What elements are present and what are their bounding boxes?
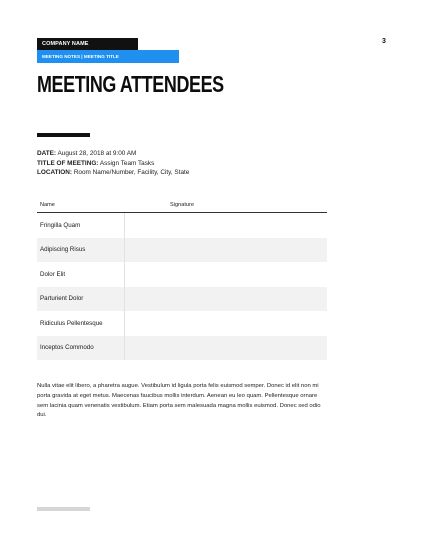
table-header	[37, 197, 327, 213]
attendee-name: Parturient Dolor	[37, 287, 125, 312]
meeting-title-row	[37, 159, 189, 169]
table-row	[37, 287, 327, 312]
page-number: 3	[382, 38, 386, 45]
meeting-subtitle-bar: MEETING NOTES | MEETING TITLE	[37, 50, 179, 63]
attendee-name: Dolor Elit	[37, 262, 125, 287]
signature-cell[interactable]	[125, 238, 327, 263]
date-value: August 28, 2018 at 9:00 AM	[57, 150, 137, 157]
location-row	[37, 168, 189, 178]
table-row	[37, 262, 327, 287]
signature-cell[interactable]	[125, 336, 327, 361]
meeting-title-label: TITLE OF MEETING:	[37, 159, 99, 167]
header-name: Name	[40, 201, 55, 208]
company-name-bar: COMPANY NAME	[37, 38, 138, 50]
attendee-name: Adipiscing Risus	[37, 238, 125, 263]
signature-cell[interactable]	[125, 287, 327, 312]
body-paragraph: Nulla vitae elit libero, a pharetra augue. Vestibulum id ligula porta felis euismod semper. Donec id elit non mi porta gravida at eget metus. Maecenas faucibus mollis interdum. Aenean eu leo quam. Pellentesque ornare sem lacinia quam venenatis vestibulum. Etiam porta sem malesuada magna mollis euismod. Donec sed odio dui.	[37, 383, 321, 419]
attendee-name: Inceptos Commodo	[37, 336, 125, 361]
signature-cell[interactable]	[125, 262, 327, 287]
attendee-name: Ridiculus Pellentesque	[37, 311, 125, 336]
location-label: LOCATION:	[37, 169, 73, 176]
signature-cell[interactable]	[125, 213, 327, 238]
page-title: MEETING ATTENDEES	[37, 71, 224, 97]
meeting-title-value: Assign Team Tasks	[99, 159, 155, 167]
location-value: Room Name/Number, Facility, City, State	[73, 169, 190, 176]
footer-rule	[37, 507, 90, 511]
attendees-table	[37, 197, 327, 360]
title-underline-rule	[37, 133, 90, 137]
date-label: DATE:	[37, 150, 57, 157]
table-row	[37, 213, 327, 238]
table-row	[37, 311, 327, 336]
date-row	[37, 149, 189, 159]
meeting-details	[37, 149, 189, 178]
header-signature: Signature	[170, 201, 194, 208]
table-row	[37, 336, 327, 361]
attendee-name: Fringilla Quam	[37, 213, 125, 238]
table-row	[37, 238, 327, 263]
signature-cell[interactable]	[125, 311, 327, 336]
